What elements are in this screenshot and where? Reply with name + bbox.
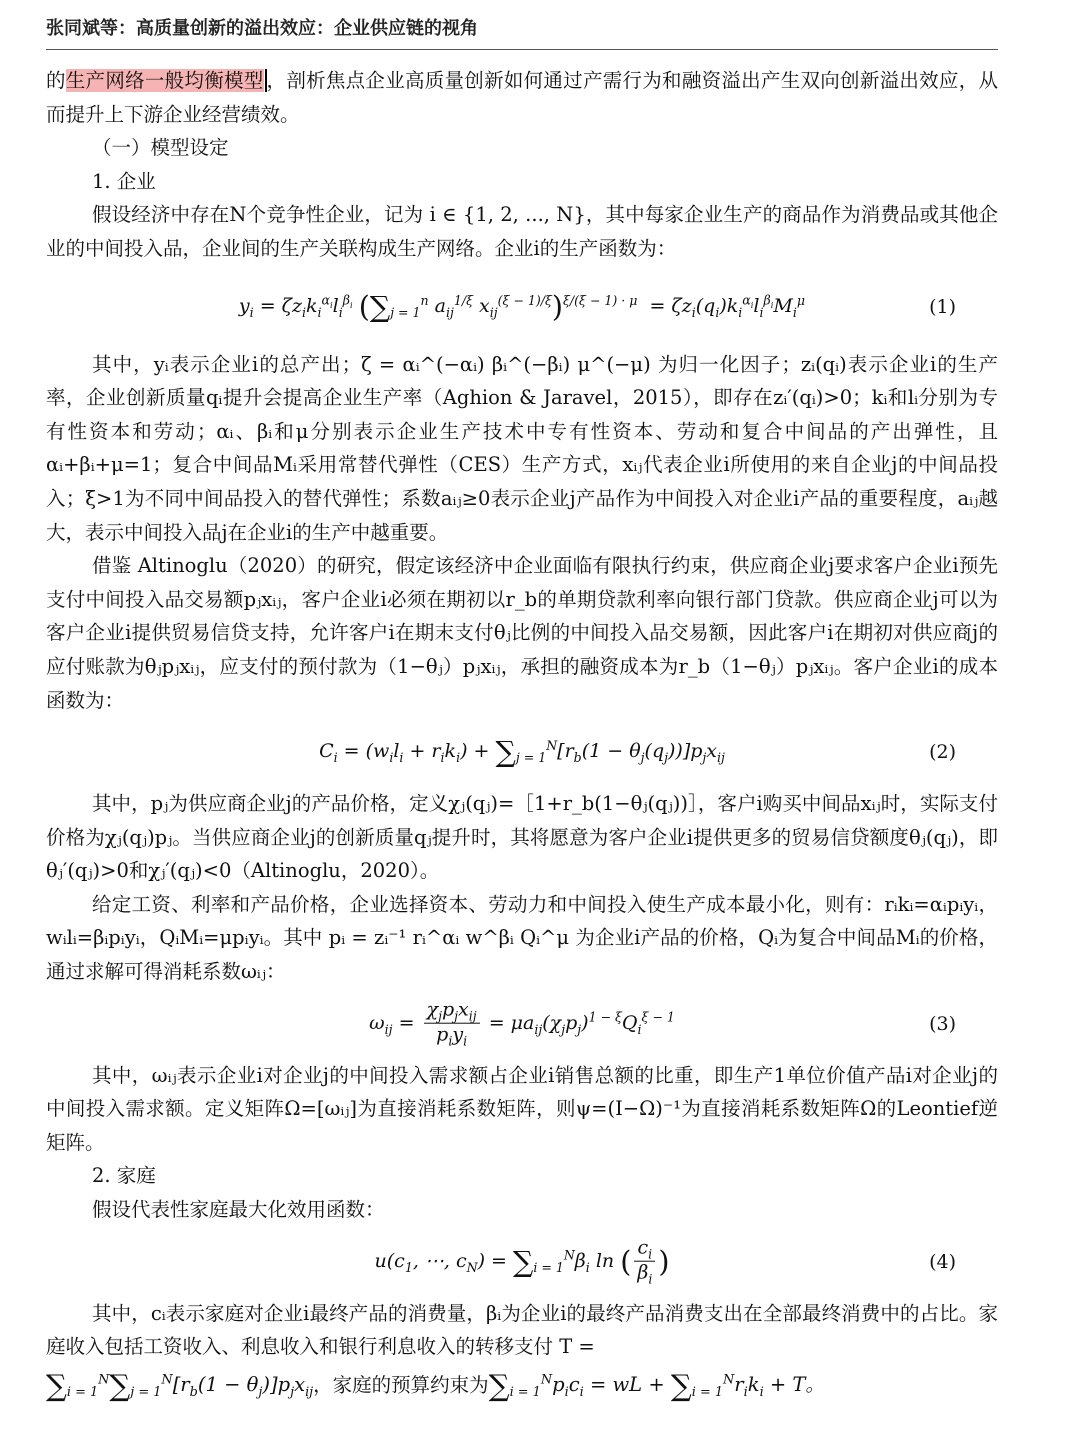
paragraph-firm-setup: 假设经济中存在N个竞争性企业，记为 i ∈ {1, 2, ..., N}，其中每家企业生产的商品作为消费品或其他企业的中间投入品，企业间的生产关联构成生产网络。企业i的生产函数为： [46, 203, 998, 260]
equation-3 [46, 989, 998, 1059]
equation-2-body: $C_i = (w_il_i + r_ik_i) + \sum_{j = 1}^N[r_b(1 - \theta_j(q_j))]p_jx_{ij}$ [319, 735, 725, 769]
equation-4-body: $u(c_1$, ⋯, $c_N) = \sum_{i = 1}^N\beta_i$ ln ( $\frac{c_i}{\beta_i}$ ) [374, 1236, 670, 1287]
equation-1 [46, 266, 998, 348]
heading-model-setup: （一）模型设定 [92, 136, 229, 160]
paragraph-trade-credit: 借鉴 Altinoglu（2020）的研究，假定该经济中企业面临有限执行约束，供应商企业j要求客户企业i预先支付中间投入品交易额pⱼxᵢⱼ，客户企业i必须在期初以r_b的单期贷款利率向银行部门贷款。供应商企业j可以为客户企业i提供贸易信贷支持，允许客户i在期末支付θⱼ比例的中间投入品交易额，因此客户i在期初对供应商j的应付账款为θⱼpⱼxᵢⱼ，应支付的预付款为（1−θⱼ）pⱼxᵢⱼ，承担的融资成本为r_b（1−θⱼ）pⱼxᵢⱼ。客户企业i的成本函数为： [46, 554, 998, 712]
equation-4-number: (4) [929, 1250, 956, 1273]
paragraph-intro [46, 64, 998, 131]
budget-constraint-formula: $\sum_{i = 1}^Np_ic_i$ = wL + $\sum_{i = 1}^Nr_ik_i + T$。 [488, 1368, 825, 1403]
paragraph-cost-min: 给定工资、利率和产品价格，企业选择资本、劳动力和中间投入使生产成本最小化，则有：rᵢkᵢ=αᵢpᵢyᵢ，wᵢlᵢ=βᵢpᵢyᵢ，QᵢMᵢ=μpᵢyᵢ。其中 pᵢ = zᵢ⁻¹ rᵢ^αᵢ w^βᵢ Qᵢ^μ 为企业i产品的价格，Qᵢ为复合中间品Mᵢ的价格，通过求解可得消耗系数ωᵢⱼ： [46, 892, 998, 984]
equation-3-number: (3) [929, 1012, 956, 1035]
running-header: 张同斌等：高质量创新的溢出效应：企业供应链的视角 [46, 14, 998, 50]
intro-rest: ，剖析焦点企业高质量创新如何通过产需行为和融资溢出产生双向创新溢出效应，从而提升上下游企业经营绩效。 [46, 69, 998, 126]
paragraph-leontief: 其中，ωᵢⱼ表示企业i对企业j的中间投入需求额占企业i销售总额的比重，即生产1单位价值产品i对企业j的中间投入需求额。定义矩阵Ω=[ωᵢⱼ]为直接消耗系数矩阵，则ψ=(I−Ω)⁻¹为直接消耗系数矩阵Ω的Leontief逆矩阵。 [46, 1063, 998, 1154]
highlighted-text[interactable]: 生产网络一般均衡模型 [65, 69, 264, 92]
equation-1-body: $y_i = \zeta z_ik_i^{\alpha_i}l_i^{\beta_i}$ ($\sum_{j = 1}^n$ $a_{ij}^{1/\xi}$ $x_{ij}^{(\xi - 1)/\xi})^{\xi/(\xi - 1) \cdot \mu} = \zeta z_i(q_i)k_i^{\alpha_i}l_i^{\beta_i}M_i^\mu$ [238, 290, 806, 324]
paragraph-price: 其中，pⱼ为供应商企业j的产品价格，定义χⱼ(qⱼ)=［1+r_b(1−θⱼ(qⱼ))］，客户i购买中间品xᵢⱼ时，实际支付价格为χⱼ(qⱼ)pⱼ。当供应商企业j的创新质量qⱼ提升时，其将愿意为客户企业i提供更多的贸易信贷额度θⱼ(qⱼ)，即θⱼ′(qⱼ)>0和χⱼ′(qⱼ)<0（Altinoglu，2020）。 [46, 792, 998, 883]
equation-1-number: (1) [929, 295, 956, 318]
paragraph-household-income: 其中，cᵢ表示家庭对企业i最终产品的消费量，βᵢ为企业i的最终产品消费支出在全部最终消费中的占比。家庭收入包括工资收入、利息收入和银行利息收入的转移支付 T = [46, 1301, 998, 1359]
equation-4 [46, 1227, 998, 1297]
heading-household: 2. 家庭 [92, 1164, 156, 1188]
article-body [46, 64, 998, 1410]
equation-3-body: $\omega_{ij}$ = $\frac{\chi_jp_jx_{ij}}{p_iy_i}$ = $\mu a_{ij}(\chi_jp_j)^{1 - \xi}Q_i^{\xi - 1}$ [369, 998, 675, 1049]
paragraph-utility: 假设代表性家庭最大化效用函数： [92, 1198, 385, 1222]
equation-2 [46, 717, 998, 787]
heading-firm: 1. 企业 [92, 169, 156, 193]
budget-transfer-formula: $\sum_{i = 1}^N\sum_{j = 1}^N[r_b(1 - \theta_j)]p_jx_{ij}$ [46, 1368, 314, 1403]
equation-2-number: (2) [929, 741, 956, 764]
intro-prefix: 的 [46, 69, 66, 92]
paragraph-budget [46, 1364, 998, 1410]
paragraph-variables: 其中，yᵢ表示企业i的总产出；ζ = αᵢ^(−αᵢ) βᵢ^(−βᵢ) μ^(−μ) 为归一化因子；zᵢ(qᵢ)表示企业i的生产率，企业创新质量qᵢ提升会提高企业生产率（Aghion & Jaravel，2015），即存在zᵢ′(qᵢ)>0；kᵢ和lᵢ分别为专有性资本和劳动；αᵢ、βᵢ和μ分别表示企业生产技术中专有性资本、劳动和复合中间品的产出弹性，且αᵢ+βᵢ+μ=1；复合中间品Mᵢ采用常替代弹性（CES）生产方式，xᵢⱼ代表企业i所使用的来自企业j的中间品投入；ξ>1为不同中间品投入的替代弹性；系数aᵢⱼ≥0表示企业j产品作为中间投入对企业i产品的重要程度，aᵢⱼ越大，表示中间投入品j在企业i的生产中越重要。 [46, 352, 998, 544]
budget-text: ，家庭的预算约束为 [313, 1373, 489, 1397]
